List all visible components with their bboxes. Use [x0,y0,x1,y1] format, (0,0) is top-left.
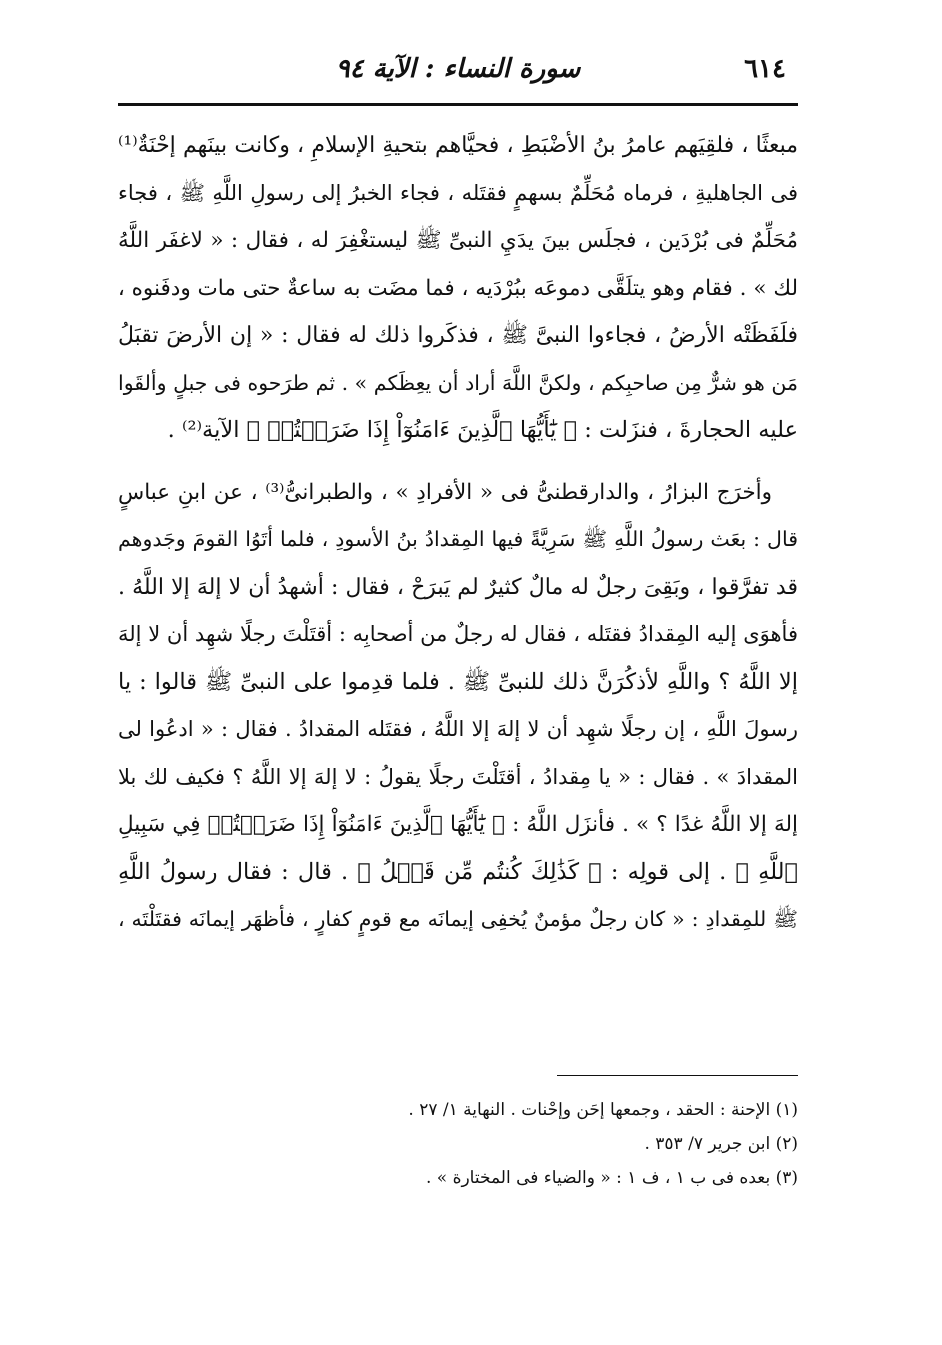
page-header [118,46,798,98]
paragraph [118,122,798,455]
footnotes [118,1093,798,1195]
text-line: مَن هو شرٌّ مِن صاحبِكم ، ولكنَّ اللَّهَ أراد أن يعِظَكم » . ثم طرَحوه فى جبلٍ وألقَوا [118,370,798,395]
header-divider [118,103,798,106]
text-line: وأخرَج البزارُ ، والدارقطنىُّ فى « الأفرادِ » ، والطبرانىُّ⁽³⁾ ، عن ابنِ عباسٍ [118,479,772,505]
footnote: (١) الإحنة : الحقد ، وجمعها إحَن وإحْنات . النهاية ١/ ٢٧ . [408,1100,798,1120]
text-line: المقدادَ » . فقال : « يا مِقدادُ ، أقتَلْتَ رجلًا يقولُ : لا إلهَ إلا اللَّهُ ؟ فكيف لك بلا [118,764,798,789]
text-line: ٱللَّهِ ﴾ . إلى قولِه : ﴿ كَذَٰلِكَ كُنتُم مِّن قَبۡلُ ﴾ . قال : فقال رسولُ اللَّهِ [118,858,798,885]
text-line: قد تفرَّقوا ، وبَقِىَ رجلٌ له مالٌ كثيرٌ لم يَبرَحْ ، فقال : أشهدُ أن لا إلهَ إلا اللَّهُ . [118,574,798,600]
text-line: قال : بعَث رسولُ اللَّهِ ﷺ سَرِيَّةً فيها المِقدادُ بنُ الأسودِ ، فلما أتَوُا القومَ وجَدوهم [118,527,798,551]
text-line: مبعثًا ، فلقِيَهم عامرُ بنُ الأضْبَطِ ، فحيَّاهم بتحيةِ الإسلامِ ، وكانت بينَهم إحْنَةٌ⁽¹⁾ [118,133,798,158]
text-line: إلا اللَّهُ ؟ واللَّهِ لأذكُرَنَّ ذلك للنبىِّ ﷺ . فلما قدِموا على النبىِّ ﷺ قالوا : يا [118,668,798,695]
text-line: ﷺ للمِقدادِ : « كان رجلٌ مؤمنٌ يُخفِى إيمانَه مع قومٍ كفارٍ ، فأظهَر إيمانَه فقتَلْتَه ، [118,907,798,931]
paragraph-gap [118,455,798,469]
text-line: إلهَ إلا اللَّهُ غدًا ؟ » . فأنزَل اللَّهُ : ﴿ يَٰٓأَيُّهَا ٱلَّذِينَ ءَامَنُوٓاْ إِذَا ضَرَبۡتُمۡ فِي سَبِيلِ [118,812,798,837]
paragraph [118,469,798,944]
text-line: فلَفَظَتْه الأرضُ ، فجاءوا النبىَّ ﷺ ، فذكَروا ذلك له فقال : « إن الأرضَ تقبَلُ [118,323,798,348]
page-number: ٦١٤ [744,54,786,84]
body-text [118,122,798,944]
running-title: سورة النساء : الآية ٩٤ [335,54,581,84]
footnote: (٣) بعده فى ب ١ ، ف ١ : « والضياء فى المختارة » . [425,1168,798,1188]
text-line: فأهوَى إليه المِقدادُ فقتَله ، فقال له رجلٌ من أصحابِه : أقتَلْتَ رجلًا شهِد أن لا إلهَ [118,622,798,646]
text-line: فى الجاهليةِ ، فرماه مُحَلِّمٌ بسهمٍ فقتَله ، فجاء الخبرُ إلى رسولِ اللَّهِ ﷺ ، فجاء [118,180,798,205]
footnote: (٢) ابن جرير ٧/ ٣٥٣ . [644,1134,798,1154]
text-line: لك » . فقام وهو يتلَقَّى دموعَه ببُرْدَيه ، فما مضَت به ساعةٌ حتى مات ودفَنوه ، [118,275,798,301]
text-line: رسولَ اللَّهِ ، إن رجلًا شهِد أن لا إلهَ إلا اللَّهُ ، فقتَله المقدادُ . فقال : « ادعُوا لى [118,717,798,741]
text-line: مُحَلِّمٌ فى بُرْدَين ، فجلَس بينَ يدَيِ النبىِّ ﷺ ليستغْفِرَ له ، فقال : « لاغفَر اللَّهُ [118,228,798,253]
text-line: عليه الحجارةَ ، فنزَلت : ﴿ يَٰٓأَيُّهَا ٱلَّذِينَ ءَامَنُوٓاْ إِذَا ضَرَبۡتُمۡ ﴾ الآية⁽²⁾ . [167,417,798,443]
footnote-divider [557,1075,798,1076]
